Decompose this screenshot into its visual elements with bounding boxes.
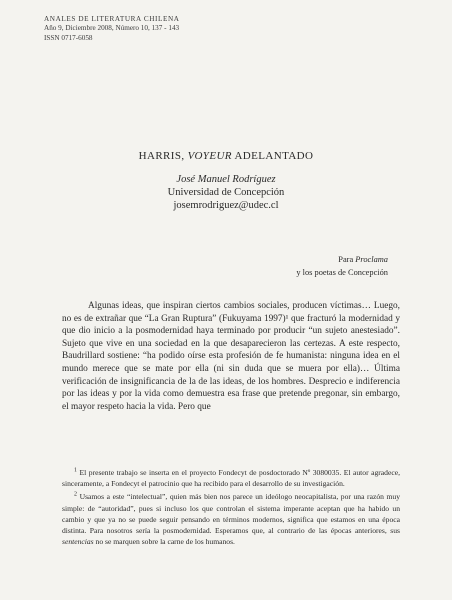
title-prefix: HARRIS,: [138, 150, 188, 162]
footnote-2: [62, 491, 400, 547]
body-paragraph: Algunas ideas, que inspiran ciertos cambios sociales, producen víctimas… Luego, no es de extrañar que “La Gran Ruptura” (Fukuyama 1997)¹ que fracturó la modernidad y que dio inicio a la posmodernidad haya terminado por producir “un sujeto anestesiado”. Sujeto que vive en una sociedad en la que desaparecieron las certezas. A este respecto, Baudrillard sostiene: “ha podido oírse esta profesión de fe humanista: ninguna idea en el mundo merece que se mate por ella (ni sin duda que se muera por ella)… Última verificación de insignificancia de la de las ideas, de los hombres. Desprecio e indiferencia por las ideas y por la vida como demuestra esa frase que pretende pregonar, sin embargo, el mayor respeto hacia la vida. Pero que: [62, 301, 400, 412]
dedication-prefix: Para: [338, 255, 356, 264]
title-block: [0, 150, 452, 212]
footnote-2-text-a: Usamos a este “intelectual”, quien más bien nos parece un ideólogo neocapitalista, por una razón muy simple: de “autoridad”, pues si incluso los que controlan el sistema imperante aceptan que ha habido un cambio y que ya no se puede seguir pensando en términos modernos, significa que estamos en una época distinta. Para nosotros sería la posmodernidad. Esperamos que, al contrario de las épocas anteriores, sus: [62, 492, 401, 536]
author-email: josemrodriguez@udec.cl: [173, 200, 279, 211]
dedication: [296, 253, 388, 279]
footnote-2-italic: sentencias: [62, 537, 94, 547]
issue-info: Año 9, Diciembre 2008, Número 10, 137 - 143: [44, 24, 180, 33]
footnote-1-mark: 1: [74, 467, 77, 474]
author-affiliation: Universidad de Concepción: [167, 187, 285, 198]
issn: ISSN 0717-6058: [44, 33, 93, 42]
author-name: José Manuel Rodríguez: [176, 174, 276, 185]
dedication-line-2: y los poetas de Concepción: [296, 268, 388, 277]
footnote-1: [62, 467, 400, 489]
footnote-2-mark: 2: [74, 491, 77, 498]
footnote-1-text: El presente trabajo se inserta en el proyecto Fondecyt de posdoctorado Nº 3080035. El autor agradece, sinceramente, a Fondecyt el patrocinio que ha recibido para el desarrollo de su investigación.: [62, 468, 400, 489]
title-suffix: ADELANTADO: [231, 150, 314, 162]
footnotes: [62, 467, 400, 549]
dedication-name: Proclama: [355, 255, 388, 264]
article-title: [0, 150, 452, 162]
journal-header: [44, 15, 180, 43]
footnote-2-text-b: no se marquen sobre la carne de los humanos.: [93, 537, 235, 547]
journal-name: ANALES DE LITERATURA CHILENA: [44, 15, 180, 23]
title-italic: VOYEUR: [187, 150, 232, 162]
dedication-line-1: [296, 253, 388, 266]
